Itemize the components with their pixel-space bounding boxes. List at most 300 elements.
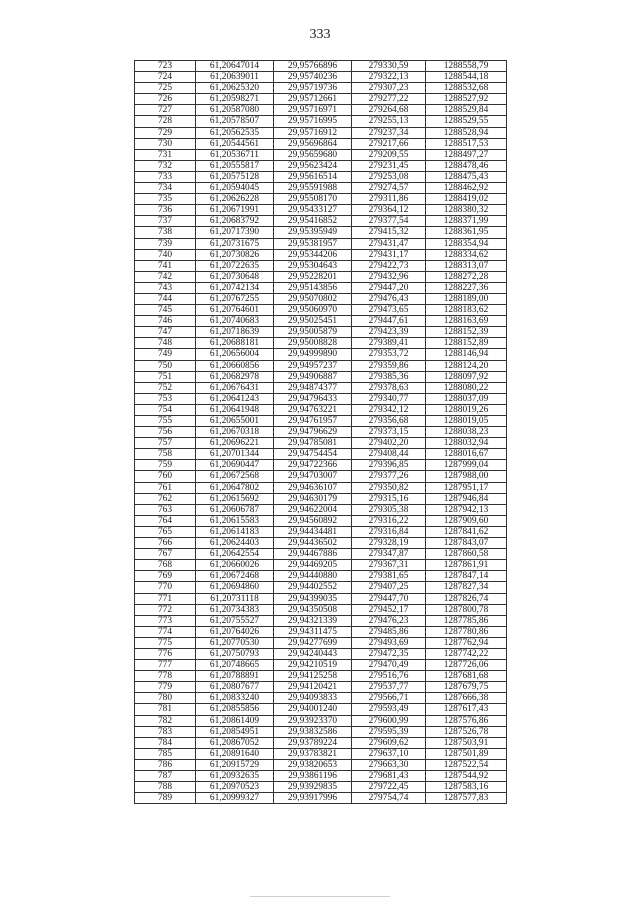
x-coordinate-cell: 279447,70 (352, 593, 426, 604)
latitude-cell: 61,20562535 (196, 127, 274, 138)
longitude-cell: 29,94440880 (274, 571, 352, 582)
x-coordinate-cell: 279396,85 (352, 460, 426, 471)
latitude-cell: 61,20788891 (196, 671, 274, 682)
longitude-cell: 29,94402552 (274, 582, 352, 593)
x-coordinate-cell: 279231,45 (352, 160, 426, 171)
point-number-cell: 728 (135, 116, 196, 127)
longitude-cell: 29,94001240 (274, 704, 352, 715)
table-row (135, 171, 507, 182)
latitude-cell: 61,20750793 (196, 648, 274, 659)
table-row (135, 438, 507, 449)
table-row (135, 61, 507, 72)
longitude-cell: 29,95381957 (274, 238, 352, 249)
point-number-cell: 767 (135, 549, 196, 560)
y-coordinate-cell: 1288532,68 (426, 83, 507, 94)
latitude-cell: 61,20767255 (196, 293, 274, 304)
table-row (135, 626, 507, 637)
coordinates-table-body (135, 61, 507, 804)
table-row (135, 116, 507, 127)
point-number-cell: 723 (135, 61, 196, 72)
x-coordinate-cell: 279378,63 (352, 382, 426, 393)
y-coordinate-cell: 1288163,69 (426, 316, 507, 327)
latitude-cell: 61,20575128 (196, 171, 274, 182)
point-number-cell: 779 (135, 682, 196, 693)
longitude-cell: 29,94469205 (274, 560, 352, 571)
latitude-cell: 61,20642554 (196, 549, 274, 560)
table-row (135, 715, 507, 726)
table-row (135, 194, 507, 205)
table-row (135, 360, 507, 371)
x-coordinate-cell: 279373,15 (352, 427, 426, 438)
latitude-cell: 61,20606787 (196, 504, 274, 515)
latitude-cell: 61,20641948 (196, 404, 274, 415)
table-row (135, 782, 507, 793)
bottom-rule (250, 896, 390, 897)
latitude-cell: 61,20587080 (196, 105, 274, 116)
table-row (135, 72, 507, 83)
point-number-cell: 778 (135, 671, 196, 682)
latitude-cell: 61,20626228 (196, 194, 274, 205)
longitude-cell: 29,95005879 (274, 327, 352, 338)
y-coordinate-cell: 1287503,91 (426, 737, 507, 748)
page-number: 333 (309, 27, 331, 42)
latitude-cell: 61,20891640 (196, 748, 274, 759)
y-coordinate-cell: 1287843,07 (426, 538, 507, 549)
longitude-cell: 29,94125258 (274, 671, 352, 682)
point-number-cell: 748 (135, 338, 196, 349)
x-coordinate-cell: 279311,86 (352, 194, 426, 205)
longitude-cell: 29,95416852 (274, 216, 352, 227)
x-coordinate-cell: 279340,77 (352, 393, 426, 404)
x-coordinate-cell: 279237,34 (352, 127, 426, 138)
x-coordinate-cell: 279264,68 (352, 105, 426, 116)
latitude-cell: 61,20867052 (196, 737, 274, 748)
point-number-cell: 727 (135, 105, 196, 116)
y-coordinate-cell: 1287909,60 (426, 515, 507, 526)
x-coordinate-cell: 279447,61 (352, 316, 426, 327)
table-row (135, 460, 507, 471)
point-number-cell: 787 (135, 771, 196, 782)
y-coordinate-cell: 1288183,62 (426, 305, 507, 316)
point-number-cell: 757 (135, 438, 196, 449)
point-number-cell: 738 (135, 227, 196, 238)
longitude-cell: 29,94754454 (274, 449, 352, 460)
latitude-cell: 61,20730648 (196, 271, 274, 282)
y-coordinate-cell: 1287544,92 (426, 771, 507, 782)
x-coordinate-cell: 279367,31 (352, 560, 426, 571)
latitude-cell: 61,20734383 (196, 604, 274, 615)
y-coordinate-cell: 1287522,54 (426, 759, 507, 770)
longitude-cell: 29,95143856 (274, 282, 352, 293)
y-coordinate-cell: 1288475,43 (426, 171, 507, 182)
x-coordinate-cell: 279452,17 (352, 604, 426, 615)
longitude-cell: 29,94436502 (274, 538, 352, 549)
table-row (135, 793, 507, 804)
y-coordinate-cell: 1287526,78 (426, 726, 507, 737)
longitude-cell: 29,94277699 (274, 637, 352, 648)
latitude-cell: 61,20647014 (196, 61, 274, 72)
point-number-cell: 761 (135, 482, 196, 493)
table-row (135, 604, 507, 615)
x-coordinate-cell: 279415,32 (352, 227, 426, 238)
x-coordinate-cell: 279595,39 (352, 726, 426, 737)
point-number-cell: 744 (135, 293, 196, 304)
latitude-cell: 61,20544561 (196, 138, 274, 149)
latitude-cell: 61,20807677 (196, 682, 274, 693)
table-row (135, 316, 507, 327)
x-coordinate-cell: 279663,30 (352, 759, 426, 770)
point-number-cell: 768 (135, 560, 196, 571)
point-number-cell: 747 (135, 327, 196, 338)
table-row (135, 615, 507, 626)
x-coordinate-cell: 279472,35 (352, 648, 426, 659)
longitude-cell: 29,95740236 (274, 72, 352, 83)
point-number-cell: 776 (135, 648, 196, 659)
x-coordinate-cell: 279431,17 (352, 249, 426, 260)
latitude-cell: 61,20555817 (196, 160, 274, 171)
y-coordinate-cell: 1288528,94 (426, 127, 507, 138)
table-row (135, 504, 507, 515)
latitude-cell: 61,20861409 (196, 715, 274, 726)
latitude-cell: 61,20718639 (196, 327, 274, 338)
longitude-cell: 29,95344206 (274, 249, 352, 260)
longitude-cell: 29,95716971 (274, 105, 352, 116)
longitude-cell: 29,95070802 (274, 293, 352, 304)
x-coordinate-cell: 279681,43 (352, 771, 426, 782)
latitude-cell: 61,20598271 (196, 94, 274, 105)
x-coordinate-cell: 279566,71 (352, 693, 426, 704)
y-coordinate-cell: 1288032,94 (426, 438, 507, 449)
latitude-cell: 61,20660856 (196, 360, 274, 371)
latitude-cell: 61,20833240 (196, 693, 274, 704)
longitude-cell: 29,94763221 (274, 404, 352, 415)
table-row (135, 593, 507, 604)
point-number-cell: 764 (135, 515, 196, 526)
table-row (135, 227, 507, 238)
table-row (135, 216, 507, 227)
x-coordinate-cell: 279330,59 (352, 61, 426, 72)
point-number-cell: 765 (135, 526, 196, 537)
table-row (135, 127, 507, 138)
y-coordinate-cell: 1288272,28 (426, 271, 507, 282)
x-coordinate-cell: 279322,13 (352, 72, 426, 83)
y-coordinate-cell: 1287841,62 (426, 526, 507, 537)
x-coordinate-cell: 279447,20 (352, 282, 426, 293)
x-coordinate-cell: 279485,86 (352, 626, 426, 637)
table-row (135, 737, 507, 748)
latitude-cell: 61,20701344 (196, 449, 274, 460)
x-coordinate-cell: 279377,54 (352, 216, 426, 227)
table-row (135, 293, 507, 304)
table-row (135, 759, 507, 770)
table-row (135, 660, 507, 671)
longitude-cell: 29,93789224 (274, 737, 352, 748)
y-coordinate-cell: 1287860,58 (426, 549, 507, 560)
longitude-cell: 29,94622004 (274, 504, 352, 515)
latitude-cell: 61,20696221 (196, 438, 274, 449)
longitude-cell: 29,95395949 (274, 227, 352, 238)
point-number-cell: 777 (135, 660, 196, 671)
y-coordinate-cell: 1288189,00 (426, 293, 507, 304)
y-coordinate-cell: 1287999,04 (426, 460, 507, 471)
point-number-cell: 739 (135, 238, 196, 249)
latitude-cell: 61,20594045 (196, 183, 274, 194)
table-row (135, 571, 507, 582)
y-coordinate-cell: 1287679,75 (426, 682, 507, 693)
longitude-cell: 29,94957237 (274, 360, 352, 371)
latitude-cell: 61,20999327 (196, 793, 274, 804)
point-number-cell: 784 (135, 737, 196, 748)
latitude-cell: 61,20694860 (196, 582, 274, 593)
longitude-cell: 29,94796629 (274, 427, 352, 438)
longitude-cell: 29,94906887 (274, 371, 352, 382)
longitude-cell: 29,94321339 (274, 615, 352, 626)
x-coordinate-cell: 279347,87 (352, 549, 426, 560)
table-row (135, 560, 507, 571)
x-coordinate-cell: 279593,49 (352, 704, 426, 715)
latitude-cell: 61,20682978 (196, 371, 274, 382)
y-coordinate-cell: 1287666,38 (426, 693, 507, 704)
x-coordinate-cell: 279473,65 (352, 305, 426, 316)
x-coordinate-cell: 279476,23 (352, 615, 426, 626)
longitude-cell: 29,93783821 (274, 748, 352, 759)
point-number-cell: 769 (135, 571, 196, 582)
longitude-cell: 29,93861196 (274, 771, 352, 782)
latitude-cell: 61,20614183 (196, 526, 274, 537)
point-number-cell: 783 (135, 726, 196, 737)
x-coordinate-cell: 279754,74 (352, 793, 426, 804)
x-coordinate-cell: 279217,66 (352, 138, 426, 149)
x-coordinate-cell: 279255,13 (352, 116, 426, 127)
y-coordinate-cell: 1287583,16 (426, 782, 507, 793)
table-row (135, 371, 507, 382)
point-number-cell: 743 (135, 282, 196, 293)
x-coordinate-cell: 279356,68 (352, 416, 426, 427)
longitude-cell: 29,94636107 (274, 482, 352, 493)
latitude-cell: 61,20624403 (196, 538, 274, 549)
latitude-cell: 61,20672468 (196, 571, 274, 582)
y-coordinate-cell: 1288361,95 (426, 227, 507, 238)
y-coordinate-cell: 1287847,14 (426, 571, 507, 582)
longitude-cell: 29,93820653 (274, 759, 352, 770)
longitude-cell: 29,94350508 (274, 604, 352, 615)
longitude-cell: 29,94399035 (274, 593, 352, 604)
longitude-cell: 29,94434481 (274, 526, 352, 537)
table-row (135, 83, 507, 94)
x-coordinate-cell: 279385,36 (352, 371, 426, 382)
point-number-cell: 756 (135, 427, 196, 438)
point-number-cell: 725 (135, 83, 196, 94)
y-coordinate-cell: 1287861,91 (426, 560, 507, 571)
longitude-cell: 29,94093833 (274, 693, 352, 704)
x-coordinate-cell: 279359,86 (352, 360, 426, 371)
x-coordinate-cell: 279407,25 (352, 582, 426, 593)
y-coordinate-cell: 1288152,39 (426, 327, 507, 338)
longitude-cell: 29,95008828 (274, 338, 352, 349)
longitude-cell: 29,94761957 (274, 416, 352, 427)
latitude-cell: 61,20742134 (196, 282, 274, 293)
longitude-cell: 29,95716995 (274, 116, 352, 127)
table-row (135, 582, 507, 593)
y-coordinate-cell: 1288558,79 (426, 61, 507, 72)
x-coordinate-cell: 279423,39 (352, 327, 426, 338)
latitude-cell: 61,20676431 (196, 382, 274, 393)
y-coordinate-cell: 1287946,84 (426, 493, 507, 504)
y-coordinate-cell: 1288019,26 (426, 404, 507, 415)
x-coordinate-cell: 279470,49 (352, 660, 426, 671)
longitude-cell: 29,94703007 (274, 471, 352, 482)
latitude-cell: 61,20615692 (196, 493, 274, 504)
latitude-cell: 61,20855856 (196, 704, 274, 715)
y-coordinate-cell: 1288037,09 (426, 393, 507, 404)
x-coordinate-cell: 279350,82 (352, 482, 426, 493)
table-row (135, 94, 507, 105)
longitude-cell: 29,95623424 (274, 160, 352, 171)
table-row (135, 482, 507, 493)
table-row (135, 726, 507, 737)
longitude-cell: 29,94785081 (274, 438, 352, 449)
point-number-cell: 772 (135, 604, 196, 615)
point-number-cell: 758 (135, 449, 196, 460)
longitude-cell: 29,95716912 (274, 127, 352, 138)
point-number-cell: 766 (135, 538, 196, 549)
longitude-cell: 29,95228201 (274, 271, 352, 282)
y-coordinate-cell: 1288334,62 (426, 249, 507, 260)
latitude-cell: 61,20755527 (196, 615, 274, 626)
latitude-cell: 61,20536711 (196, 149, 274, 160)
y-coordinate-cell: 1288038,23 (426, 427, 507, 438)
point-number-cell: 762 (135, 493, 196, 504)
table-row (135, 138, 507, 149)
table-row (135, 338, 507, 349)
point-number-cell: 786 (135, 759, 196, 770)
point-number-cell: 745 (135, 305, 196, 316)
point-number-cell: 750 (135, 360, 196, 371)
point-number-cell: 755 (135, 416, 196, 427)
y-coordinate-cell: 1287951,17 (426, 482, 507, 493)
point-number-cell: 770 (135, 582, 196, 593)
x-coordinate-cell: 279353,72 (352, 349, 426, 360)
longitude-cell: 29,95766896 (274, 61, 352, 72)
latitude-cell: 61,20731675 (196, 238, 274, 249)
latitude-cell: 61,20770530 (196, 637, 274, 648)
longitude-cell: 29,95025451 (274, 316, 352, 327)
y-coordinate-cell: 1288517,53 (426, 138, 507, 149)
point-number-cell: 731 (135, 149, 196, 160)
x-coordinate-cell: 279274,57 (352, 183, 426, 194)
x-coordinate-cell: 279722,45 (352, 782, 426, 793)
longitude-cell: 29,93923370 (274, 715, 352, 726)
point-number-cell: 734 (135, 183, 196, 194)
y-coordinate-cell: 1287826,74 (426, 593, 507, 604)
y-coordinate-cell: 1288019,05 (426, 416, 507, 427)
latitude-cell: 61,20932635 (196, 771, 274, 782)
y-coordinate-cell: 1287780,86 (426, 626, 507, 637)
table-row (135, 260, 507, 271)
point-number-cell: 754 (135, 404, 196, 415)
point-number-cell: 726 (135, 94, 196, 105)
latitude-cell: 61,20671991 (196, 205, 274, 216)
y-coordinate-cell: 1288313,07 (426, 260, 507, 271)
longitude-cell: 29,94120421 (274, 682, 352, 693)
latitude-cell: 61,20615583 (196, 515, 274, 526)
point-number-cell: 732 (135, 160, 196, 171)
point-number-cell: 749 (135, 349, 196, 360)
y-coordinate-cell: 1288227,36 (426, 282, 507, 293)
longitude-cell: 29,95719736 (274, 83, 352, 94)
latitude-cell: 61,20764026 (196, 626, 274, 637)
point-number-cell: 780 (135, 693, 196, 704)
y-coordinate-cell: 1287742,22 (426, 648, 507, 659)
point-number-cell: 753 (135, 393, 196, 404)
point-number-cell: 775 (135, 637, 196, 648)
table-row (135, 271, 507, 282)
point-number-cell: 742 (135, 271, 196, 282)
x-coordinate-cell: 279377,26 (352, 471, 426, 482)
point-number-cell: 785 (135, 748, 196, 759)
latitude-cell: 61,20764601 (196, 305, 274, 316)
table-row (135, 748, 507, 759)
point-number-cell: 735 (135, 194, 196, 205)
latitude-cell: 61,20639011 (196, 72, 274, 83)
y-coordinate-cell: 1287576,86 (426, 715, 507, 726)
longitude-cell: 29,94630179 (274, 493, 352, 504)
x-coordinate-cell: 279342,12 (352, 404, 426, 415)
x-coordinate-cell: 279364,12 (352, 205, 426, 216)
table-row (135, 238, 507, 249)
y-coordinate-cell: 1287785,86 (426, 615, 507, 626)
x-coordinate-cell: 279609,62 (352, 737, 426, 748)
longitude-cell: 29,93832586 (274, 726, 352, 737)
longitude-cell: 29,95712661 (274, 94, 352, 105)
x-coordinate-cell: 279432,96 (352, 271, 426, 282)
longitude-cell: 29,95433127 (274, 205, 352, 216)
y-coordinate-cell: 1288371,99 (426, 216, 507, 227)
table-row (135, 160, 507, 171)
y-coordinate-cell: 1288152,89 (426, 338, 507, 349)
table-row (135, 471, 507, 482)
point-number-cell: 759 (135, 460, 196, 471)
point-number-cell: 741 (135, 260, 196, 271)
x-coordinate-cell: 279316,84 (352, 526, 426, 537)
y-coordinate-cell: 1288544,18 (426, 72, 507, 83)
x-coordinate-cell: 279600,99 (352, 715, 426, 726)
point-number-cell: 771 (135, 593, 196, 604)
y-coordinate-cell: 1288529,84 (426, 105, 507, 116)
longitude-cell: 29,95591988 (274, 183, 352, 194)
table-row (135, 515, 507, 526)
point-number-cell: 751 (135, 371, 196, 382)
latitude-cell: 61,20730826 (196, 249, 274, 260)
y-coordinate-cell: 1287681,68 (426, 671, 507, 682)
x-coordinate-cell: 279307,23 (352, 83, 426, 94)
y-coordinate-cell: 1287577,83 (426, 793, 507, 804)
table-row (135, 671, 507, 682)
x-coordinate-cell: 279277,22 (352, 94, 426, 105)
latitude-cell: 61,20970523 (196, 782, 274, 793)
latitude-cell: 61,20660026 (196, 560, 274, 571)
latitude-cell: 61,20915729 (196, 759, 274, 770)
point-number-cell: 736 (135, 205, 196, 216)
point-number-cell: 746 (135, 316, 196, 327)
table-row (135, 549, 507, 560)
longitude-cell: 29,94240443 (274, 648, 352, 659)
x-coordinate-cell: 279637,10 (352, 748, 426, 759)
longitude-cell: 29,95060970 (274, 305, 352, 316)
latitude-cell: 61,20656004 (196, 349, 274, 360)
latitude-cell: 61,20854951 (196, 726, 274, 737)
x-coordinate-cell: 279422,73 (352, 260, 426, 271)
